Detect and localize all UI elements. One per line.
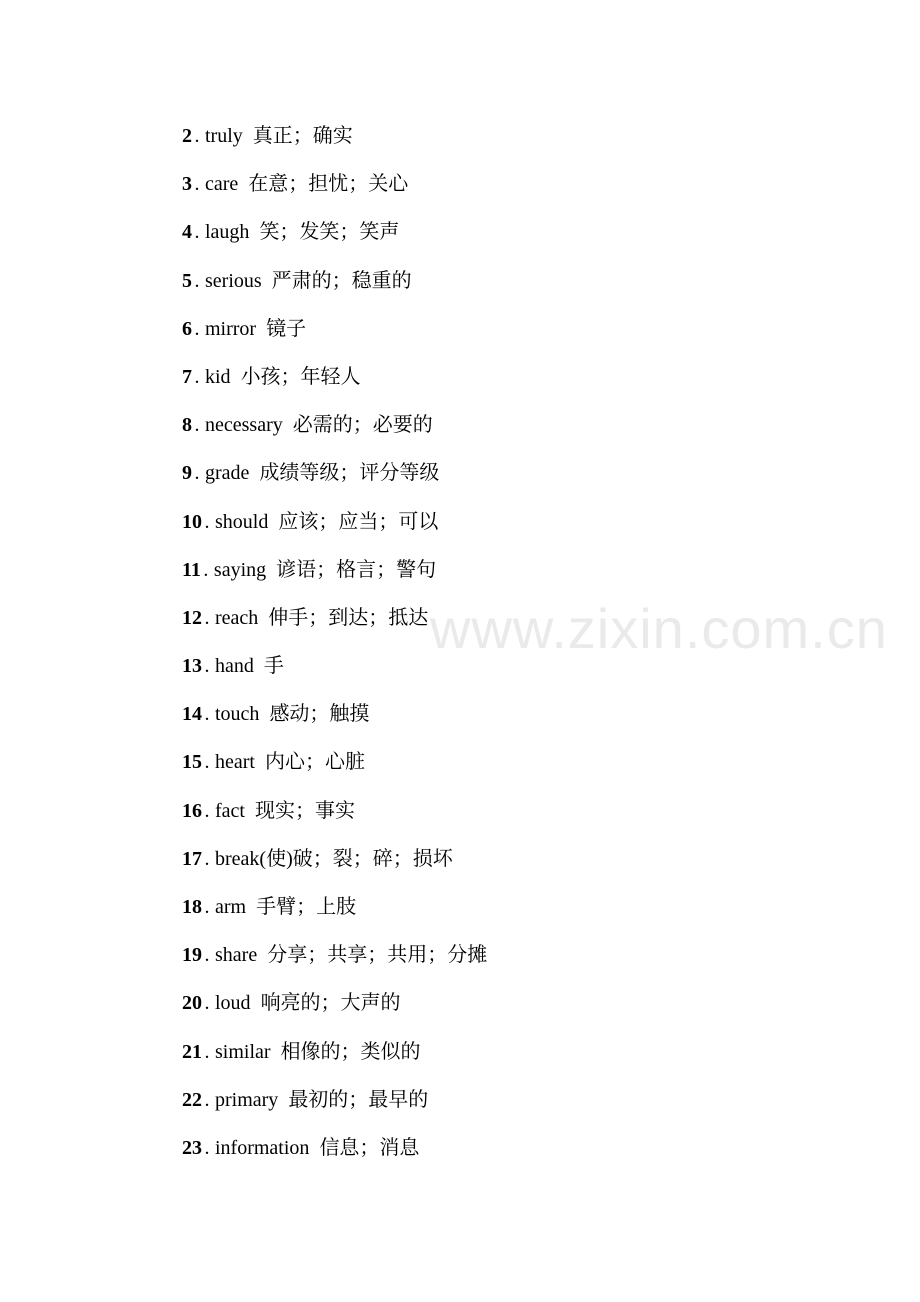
entry-meaning: 分享；共享；共用；分摊	[267, 944, 488, 967]
entry-meaning: 手臂；上肢	[256, 896, 357, 918]
entry-separator: .	[204, 751, 210, 774]
entry-meaning: 响亮的；大声的	[260, 992, 401, 1015]
entry-meaning: 信息；消息	[319, 1136, 420, 1159]
entry-word: laugh	[205, 221, 250, 244]
list-item	[182, 985, 487, 1033]
entry-number: 9	[182, 462, 192, 485]
entry-word: break	[215, 847, 260, 870]
list-item	[182, 166, 487, 214]
entry-number: 4	[182, 221, 192, 244]
entry-separator: .	[194, 317, 200, 340]
list-item	[182, 937, 487, 985]
entry-word: truly	[205, 125, 243, 147]
list-item	[182, 793, 487, 841]
list-item	[182, 1034, 487, 1082]
entry-meaning: 成绩等级；评分等级	[259, 462, 440, 485]
entry-number: 6	[182, 317, 192, 340]
entry-number: 12	[182, 606, 202, 629]
entry-meaning: 现实；事实	[254, 799, 355, 822]
entry-separator: .	[204, 1136, 210, 1159]
entry-meaning: 必需的；必要的	[292, 414, 433, 437]
entry-number: 16	[182, 799, 202, 822]
list-item	[182, 214, 487, 262]
entry-meaning: 最初的；最早的	[288, 1088, 429, 1111]
entry-number: 14	[182, 703, 202, 726]
entry-number: 11	[182, 558, 201, 581]
entry-separator: .	[194, 221, 200, 244]
entry-meaning: 镜子	[266, 317, 307, 340]
entry-meaning: 感动；触摸	[269, 703, 370, 726]
entry-word: touch	[215, 703, 260, 726]
entry-word: reach	[215, 606, 259, 629]
list-item	[182, 889, 487, 937]
entry-number: 20	[182, 992, 202, 1015]
entry-number: 21	[182, 1040, 202, 1063]
entry-word: saying	[213, 558, 267, 581]
list-item	[182, 841, 487, 889]
entry-meaning: 手	[263, 655, 284, 678]
entry-meaning: 应该；应当；可以	[278, 510, 439, 533]
entry-meaning: 谚语；格言；警句	[276, 558, 437, 581]
entry-word: kid	[205, 365, 231, 388]
entry-number: 13	[182, 655, 202, 678]
entry-word: arm	[215, 896, 247, 918]
entry-separator: .	[204, 510, 210, 533]
entry-separator: .	[194, 269, 200, 292]
entry-separator: .	[204, 992, 210, 1015]
entry-number: 19	[182, 944, 202, 967]
watermark: www.zixin.com.cn	[430, 597, 888, 660]
entry-meaning: 小孩；年轻人	[240, 365, 361, 388]
entry-separator: .	[204, 606, 210, 629]
list-item	[182, 552, 487, 600]
entry-separator: .	[204, 896, 210, 918]
entry-meaning: 内心；心脏	[264, 751, 365, 774]
entry-number: 23	[182, 1136, 202, 1159]
entry-separator: .	[203, 558, 209, 581]
list-item	[182, 455, 487, 503]
entry-separator: .	[194, 125, 200, 147]
entry-word: information	[215, 1136, 310, 1159]
entry-separator: .	[204, 944, 210, 967]
list-item	[182, 407, 487, 455]
list-item	[182, 744, 487, 792]
list-item	[182, 600, 487, 648]
entry-meaning: 相像的；类似的	[280, 1040, 421, 1063]
entry-word: similar	[215, 1040, 271, 1063]
entry-separator: .	[204, 847, 210, 870]
entry-separator: .	[194, 414, 200, 437]
entry-number: 10	[182, 510, 202, 533]
entry-number: 17	[182, 847, 202, 870]
entry-word: share	[215, 944, 258, 967]
entry-word: mirror	[205, 317, 257, 340]
entry-meaning: 笑；发笑；笑声	[259, 221, 400, 244]
list-item	[182, 1130, 487, 1178]
entry-number: 5	[182, 269, 192, 292]
entry-separator: .	[204, 703, 210, 726]
entry-word: serious	[205, 269, 262, 292]
entry-meaning: 严肃的；稳重的	[271, 269, 412, 292]
list-item	[182, 1082, 487, 1130]
entry-word: necessary	[205, 414, 283, 437]
entry-number: 15	[182, 751, 202, 774]
entry-word: should	[215, 510, 269, 533]
entry-word: primary	[215, 1088, 279, 1111]
list-item	[182, 648, 487, 696]
entry-separator: .	[194, 173, 200, 196]
list-item	[182, 118, 487, 166]
entry-meaning: 伸手；到达；抵达	[268, 606, 429, 629]
entry-separator: .	[194, 462, 200, 485]
entry-number: 18	[182, 896, 202, 918]
entry-number: 7	[182, 365, 192, 388]
entry-word: hand	[215, 655, 254, 678]
entry-number: 2	[182, 125, 192, 147]
entry-word: heart	[215, 751, 255, 774]
list-item	[182, 311, 487, 359]
entry-number: 3	[182, 173, 192, 196]
entry-separator: .	[204, 799, 210, 822]
entry-meaning: 真正；确实	[252, 125, 353, 147]
entry-separator: .	[204, 655, 210, 678]
entry-word: fact	[215, 799, 245, 822]
entry-word: grade	[205, 462, 250, 485]
list-item	[182, 263, 487, 311]
entry-word: care	[205, 173, 239, 196]
vocabulary-list	[182, 118, 487, 1178]
entry-separator: .	[204, 1040, 210, 1063]
entry-meaning: (使)破；裂；碎；损坏	[259, 847, 453, 870]
entry-separator: .	[204, 1088, 210, 1111]
list-item	[182, 359, 487, 407]
entry-number: 8	[182, 414, 192, 437]
entry-separator: .	[194, 365, 200, 388]
entry-number: 22	[182, 1088, 202, 1111]
list-item	[182, 504, 487, 552]
list-item	[182, 696, 487, 744]
entry-word: loud	[215, 992, 251, 1015]
entry-meaning: 在意；担忧；关心	[248, 173, 409, 196]
